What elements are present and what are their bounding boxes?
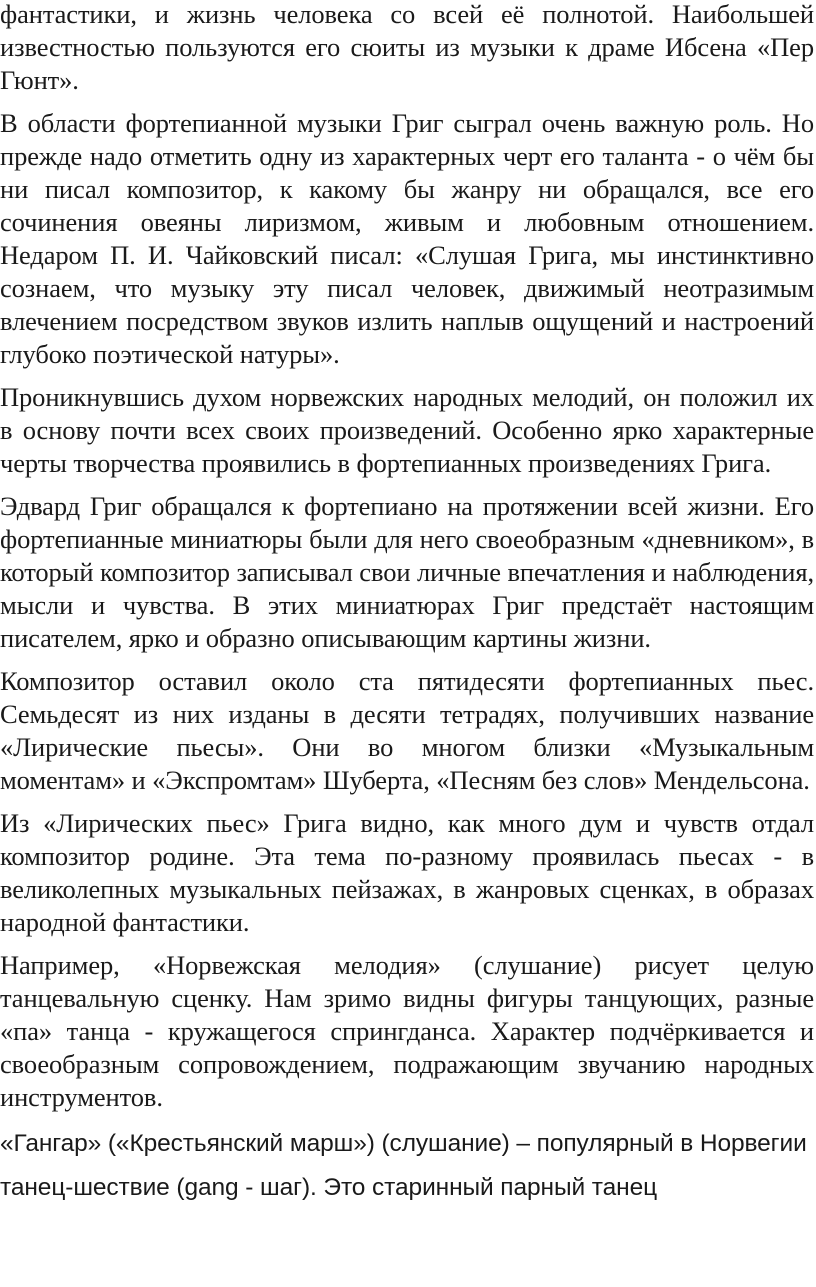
closing-paragraph: «Гангар» («Крестьянский марш») (слушание) – популярный в Норвегии танец-шествие (gang - шаг). Это старинный парный танец — [0, 1130, 807, 1201]
paragraph-5: Композитор оставил около ста пятидесяти фортепианных пьес. Семьдесят из них изданы в десяти тетрадях, получивших название «Лирические пьесы». Они во многом близки «Музыкальным моментам» и «Экспромтам» Шуберта, «Песням без слов» Мендельсона. — [0, 666, 814, 795]
paragraph-3: Проникнувшись духом норвежских народных мелодий, он положил их в основу почти всех своих произведений. Особенно ярко характерные черты творчества проявились в фортепианных произведениях Грига. — [0, 382, 814, 478]
paragraph-2: В области фортепианной музыки Григ сыграл очень важную роль. Но прежде надо отметить одну из характерных черт его таланта - о чём бы ни писал композитор, к какому бы жанру ни обращался, все его сочинения овеяны лиризмом, живым и любовным отношением. Недаром П. И. Чайковский писал: «Слушая Грига, мы инстинктивно сознаем, что музыку эту писал человек, движимый неотразимым влечением посредством звуков излить наплыв ощущений и настроений глубоко поэтической натуры». — [0, 108, 814, 369]
paragraph-1: фантастики, и жизнь человека со всей её полнотой. Наибольшей известностью пользуются его сюиты из музыки к драме Ибсена «Пер Гюнт». — [0, 0, 814, 95]
paragraph-7: Например, «Норвежская мелодия» (слушание) рисует целую танцевальную сценку. Нам зримо видны фигуры танцующих, разные «па» танца - кружащегося спрингданса. Характер подчёркивается и своеобразным сопровождением, подражающим звучанию народных инструментов. — [0, 950, 814, 1112]
paragraph-4: Эдвард Григ обращался к фортепиано на протяжении всей жизни. Его фортепианные миниатюры были для него своеобразным «дневником», в который композитор записывал свои личные впечатления и наблюдения, мысли и чувства. В этих миниатюрах Григ предстаёт настоящим писателем, ярко и образно описывающим картины жизни. — [0, 491, 814, 653]
paragraph-6: Из «Лирических пьес» Грига видно, как много дум и чувств отдал композитор родине. Эта тема по-разному проявилась пьесах - в великолепных музыкальных пейзажах, в жанровых сценках, в образах народной фантастики. — [0, 808, 814, 937]
